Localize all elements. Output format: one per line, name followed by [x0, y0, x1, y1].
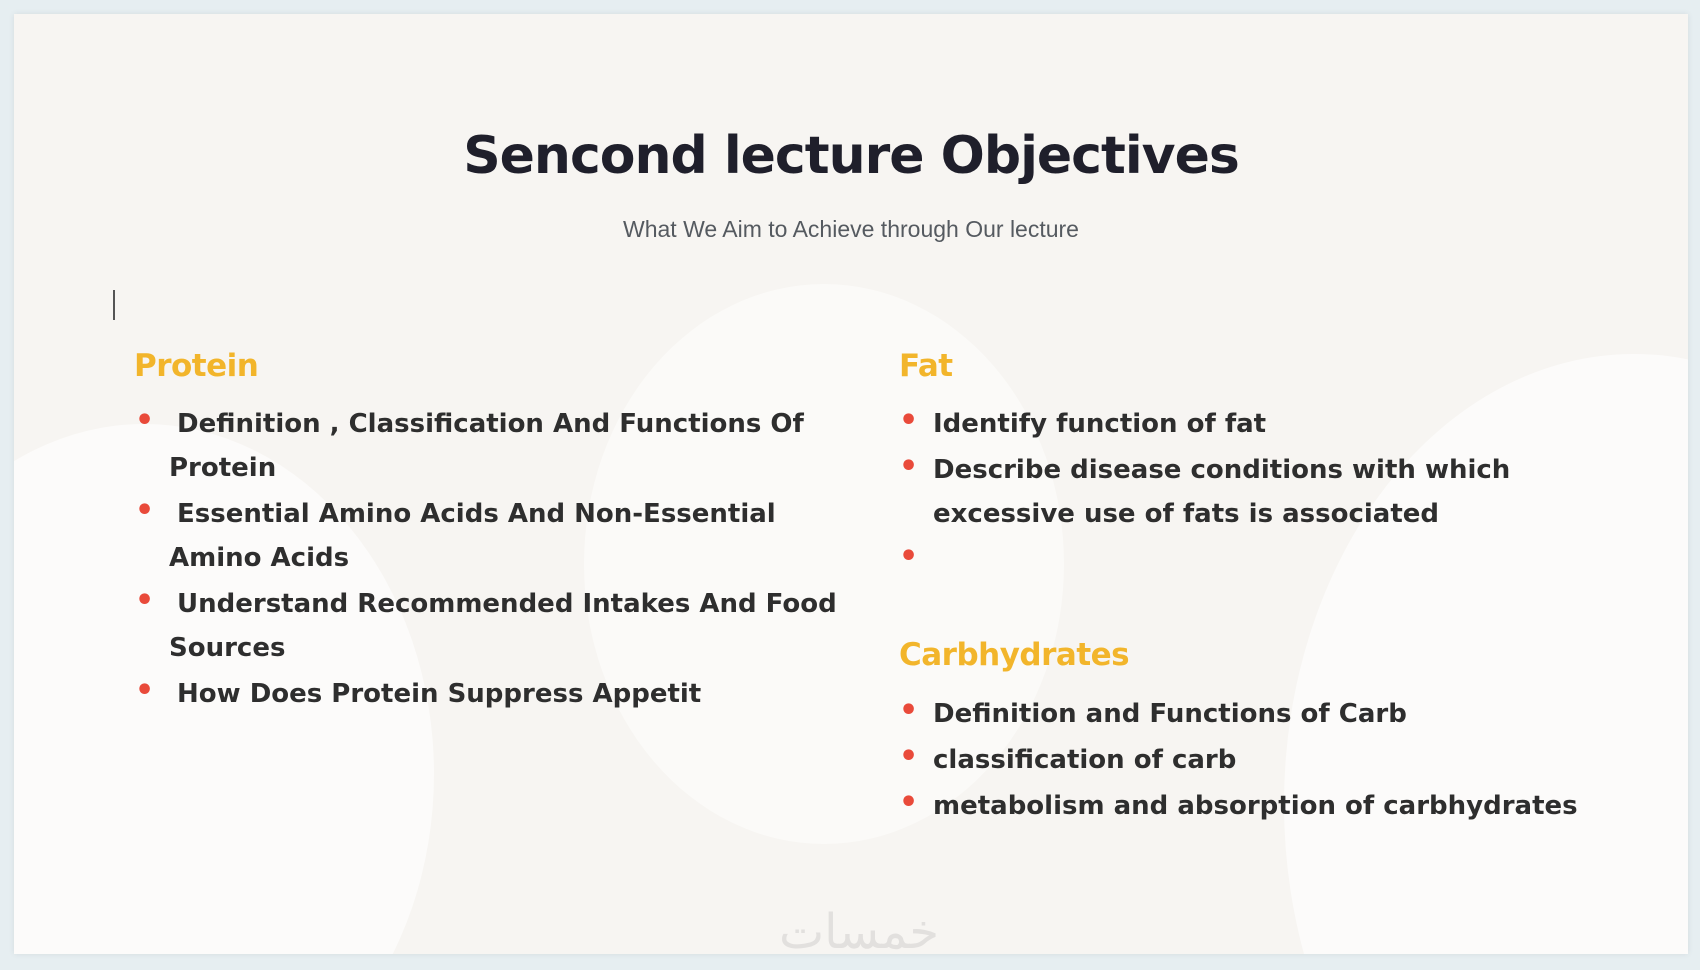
- list-item[interactable]: [899, 692, 1673, 736]
- list-item-text: classification of carb: [933, 745, 1237, 775]
- slide-title[interactable]: Sencond lecture Objectives: [463, 126, 1239, 186]
- fat-list[interactable]: [899, 402, 1633, 584]
- fat-heading[interactable]: Fat: [899, 348, 953, 384]
- bullet-icon: •: [899, 403, 919, 438]
- list-item[interactable]: [899, 402, 1633, 446]
- slide: [14, 14, 1688, 954]
- list-item-text: How Does Protein Suppress Appetit: [177, 679, 702, 709]
- list-item[interactable]: [899, 738, 1673, 782]
- list-item-text: Describe disease conditions with which excessive use of fats is associated: [933, 455, 1511, 529]
- carbs-heading[interactable]: Carbhydrates: [899, 637, 1130, 673]
- protein-heading[interactable]: Protein: [134, 348, 259, 384]
- watermark-logo: خمسات: [778, 904, 940, 954]
- bullet-icon: •: [899, 449, 919, 484]
- list-item[interactable]: [135, 672, 849, 716]
- bullet-icon: •: [899, 739, 919, 774]
- protein-list[interactable]: [135, 402, 849, 718]
- list-item[interactable]: [135, 582, 849, 670]
- bullet-icon: •: [135, 403, 155, 438]
- list-item-text: Understand Recommended Intakes And Food Sources: [169, 589, 837, 663]
- bullet-icon: •: [899, 693, 919, 728]
- list-item-text: Definition and Functions of Carb: [933, 699, 1407, 729]
- list-item[interactable]: [899, 448, 1633, 536]
- text-cursor: [113, 290, 115, 320]
- bullet-icon: •: [135, 583, 155, 618]
- bullet-icon: •: [135, 493, 155, 528]
- list-item-text: Identify function of fat: [933, 409, 1267, 439]
- list-item-text: Essential Amino Acids And Non-Essential Amino Acids: [169, 499, 776, 573]
- list-item[interactable]: [899, 538, 1633, 582]
- carbs-list[interactable]: [899, 692, 1673, 830]
- list-item[interactable]: [135, 402, 849, 490]
- list-item-text: Definition , Classification And Functions Of Protein: [169, 409, 804, 483]
- bullet-icon: •: [899, 785, 919, 820]
- list-item[interactable]: [899, 784, 1673, 828]
- bullet-icon: •: [899, 539, 919, 574]
- list-item-text: metabolism and absorption of carbhydrates: [933, 791, 1578, 821]
- slide-subtitle[interactable]: What We Aim to Achieve through Our lecture: [623, 216, 1079, 242]
- list-item[interactable]: [135, 492, 849, 580]
- bullet-icon: •: [135, 673, 155, 708]
